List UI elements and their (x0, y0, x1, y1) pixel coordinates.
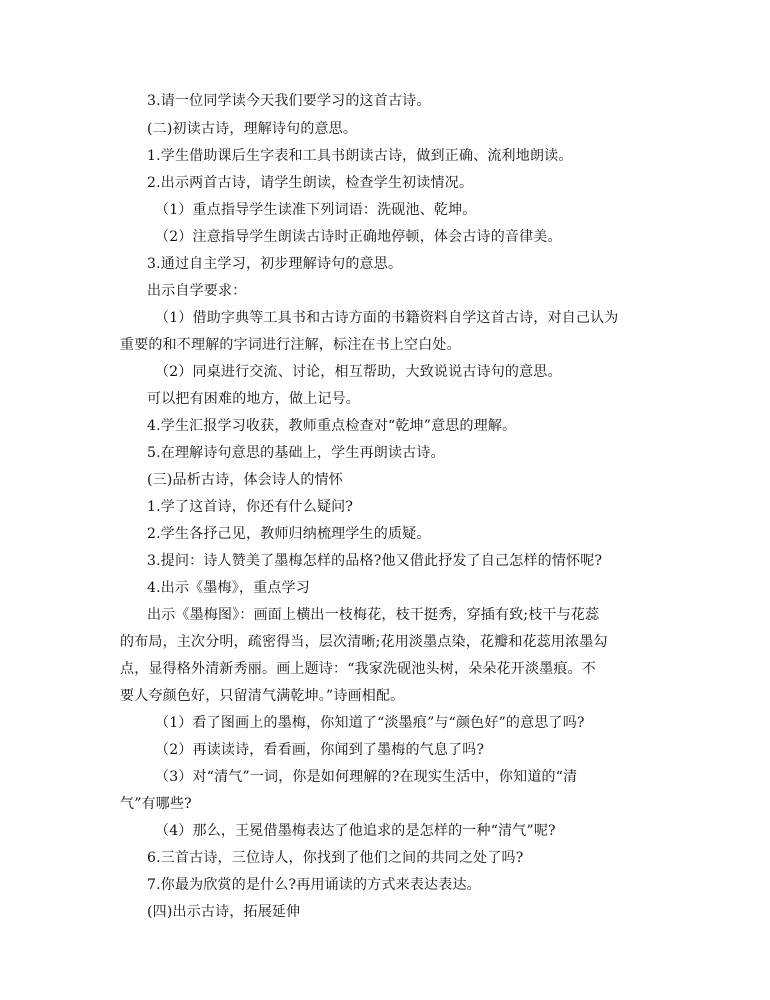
paragraph-line: （1）重点指导学生读准下列词语：洗砚池、乾坤。 (155, 202, 477, 218)
paragraph-line: （2）再读读诗，看看画，你闻到了墨梅的气息了吗? (155, 742, 485, 758)
paragraph-line: 出示《墨梅图》：画面上横出一枝梅花，枝干挺秀，穿插有致;枝干与花蕊 (147, 607, 600, 623)
paragraph-line: 要人夸颜色好，只留清气满乾坤。”诗画相配。 (120, 688, 405, 704)
paragraph-line: 7.你最为欣赏的是什么?再用诵读的方式来表达表达。 (147, 877, 481, 893)
section-heading: (三)品析古诗，体会诗人的情怀 (147, 472, 343, 488)
paragraph-line: 5.在理解诗句意思的基础上，学生再朗读古诗。 (147, 445, 445, 461)
paragraph-line: （2）注意指导学生朗读古诗时正确地停顿，体会古诗的音律美。 (155, 229, 562, 245)
paragraph-line: 的布局，主次分明，疏密得当，层次清晰;花用淡墨点染，花瓣和花蕊用浓墨勾 (120, 634, 608, 650)
paragraph-line: 3.通过自主学习，初步理解诗句的意思。 (147, 256, 403, 272)
paragraph-line: 点，显得格外清新秀丽。画上题诗：“我家洗砚池头树，朵朵花开淡墨痕。不 (120, 661, 596, 677)
paragraph-line: 3.请一位同学读今天我们要学习的这首古诗。 (147, 93, 431, 109)
paragraph-line: 2.学生各抒己见，教师归纳梳理学生的质疑。 (147, 526, 431, 542)
paragraph-line: 可以把有困难的地方，做上记号。 (147, 391, 360, 407)
paragraph-line: 出示自学要求： (147, 283, 247, 299)
paragraph-line: 3.提问：诗人赞美了墨梅怎样的品格?他又借此抒发了自己怎样的情怀呢? (147, 553, 603, 569)
paragraph-line: 2.出示两首古诗，请学生朗读，检查学生初读情况。 (147, 175, 474, 191)
paragraph-line: （1）看了图画上的墨梅，你知道了“淡墨痕”与“颜色好”的意思了吗? (155, 715, 585, 731)
section-heading: (二)初读古诗，理解诗句的意思。 (147, 121, 358, 137)
paragraph-line: （1）借助字典等工具书和古诗方面的书籍资料自学这首古诗，对自己认为 (155, 310, 619, 326)
paragraph-line: （4）那么，王冕借墨梅表达了他追求的是怎样的一种“清气”呢? (155, 823, 556, 839)
paragraph-line: 4.出示《墨梅》，重点学习 (147, 580, 310, 596)
paragraph-line: 4.学生汇报学习收获，教师重点检查对“乾坤”意思的理解。 (147, 418, 517, 434)
paragraph-line: 1.学生借助课后生字表和工具书朗读古诗，做到正确、流利地朗读。 (147, 148, 573, 164)
paragraph-line: （3）对“清气”一词，你是如何理解的?在现实生活中，你知道的“清 (155, 769, 578, 785)
paragraph-line: （2）同桌进行交流、讨论，相互帮助，大致说说古诗句的意思。 (155, 364, 562, 380)
section-heading: (四)出示古诗，拓展延伸 (147, 904, 301, 920)
paragraph-line: 气”有哪些? (120, 796, 192, 812)
paragraph-line: 6.三首古诗，三位诗人，你找到了他们之间的共同之处了吗? (147, 850, 524, 866)
paragraph-line: 1.学了这首诗，你还有什么疑问? (147, 499, 354, 515)
paragraph-line: 重要的和不理解的字词进行注解，标注在书上空白处。 (120, 337, 461, 353)
